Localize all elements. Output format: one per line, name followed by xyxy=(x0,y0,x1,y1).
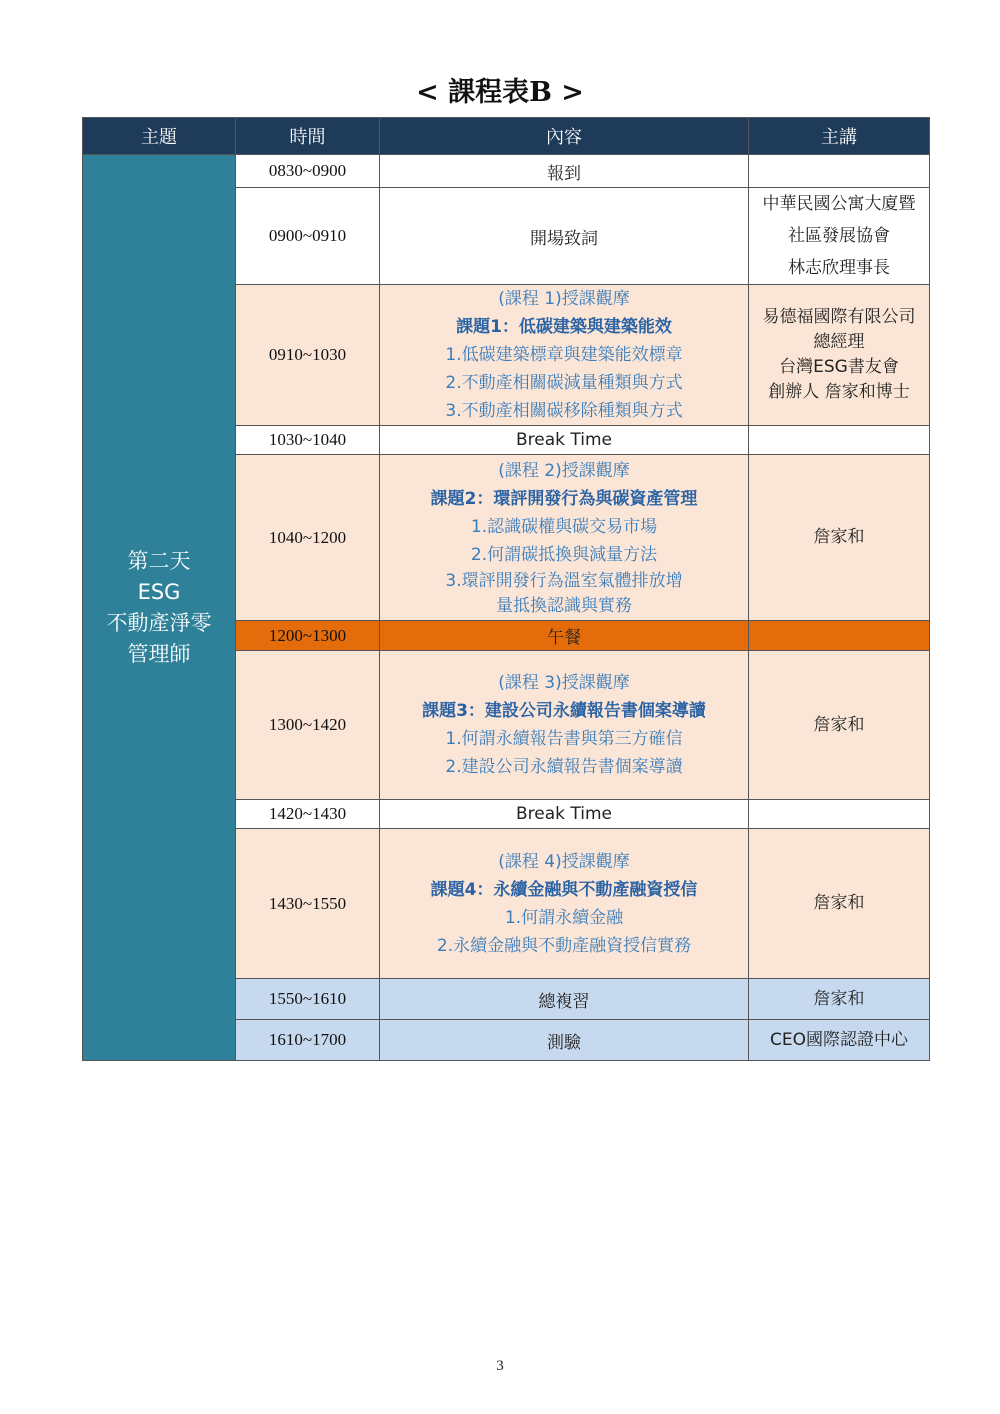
time-cell: 0910~1030 xyxy=(236,285,380,426)
course-item: 2.建設公司永續報告書個案導讀 xyxy=(445,757,683,777)
content-cell: 開場致詞 xyxy=(380,188,749,285)
course-item: 1.認識碳權與碳交易市場 xyxy=(470,516,658,537)
course-topic: 課題3：建設公司永續報告書個案導讀 xyxy=(422,701,706,721)
page-number: 3 xyxy=(496,1358,504,1374)
speaker-cell xyxy=(749,426,930,455)
time-cell: 1550~1610 xyxy=(236,979,380,1020)
speaker-cell: 詹家和 xyxy=(749,979,930,1020)
speaker-line: 社區發展協會 xyxy=(788,226,890,246)
speaker-cell: 詹家和 xyxy=(749,651,930,800)
course-topic: 課題4：永續金融與不動產融資授信 xyxy=(430,879,698,900)
course-topic: 課題1：低碳建築與建築能效 xyxy=(456,317,672,337)
topic-line: ESG xyxy=(137,579,181,604)
course-item: 3.環評開發行為溫室氣體排放增 xyxy=(445,570,683,591)
speaker-line: 易德福國際有限公司 xyxy=(762,307,916,327)
header-speaker: 主講 xyxy=(749,118,930,155)
time-cell: 1040~1200 xyxy=(236,455,380,621)
course-label: (課程 3)授課觀摩 xyxy=(498,673,630,693)
speaker-cell: 詹家和 xyxy=(749,455,930,621)
topic-line: 不動產淨零 xyxy=(106,610,212,635)
course-item: 3.不動產相關碳移除種類與方式 xyxy=(445,401,683,421)
lunch-cell: 午餐 xyxy=(380,621,749,651)
break-cell: Break Time xyxy=(380,800,749,829)
time-cell: 1610~1700 xyxy=(236,1020,380,1061)
course-item: 2.何謂碳抵換與減量方法 xyxy=(470,544,658,565)
speaker-line: 林志欣理事長 xyxy=(788,258,890,278)
course-cell xyxy=(380,651,749,800)
course-item: 1.何謂永續報告書與第三方確信 xyxy=(445,729,683,749)
speaker-line: 總經理 xyxy=(813,332,865,352)
time-cell: 1420~1430 xyxy=(236,800,380,829)
course-item: 量抵換認識與實務 xyxy=(496,595,632,616)
time-cell: 1430~1550 xyxy=(236,829,380,979)
course-label: (課程 2)授課觀摩 xyxy=(498,460,630,481)
page-title: < 課程表B > xyxy=(416,77,584,108)
course-item: 1.何謂永續金融 xyxy=(504,907,624,928)
time-cell: 1030~1040 xyxy=(236,426,380,455)
header-topic: 主題 xyxy=(83,118,236,155)
schedule-table xyxy=(82,117,930,1061)
speaker-cell xyxy=(749,155,930,188)
topic-cell xyxy=(83,155,236,1061)
course-item: 2.不動產相關碳減量種類與方式 xyxy=(445,373,683,393)
speaker-cell xyxy=(749,285,930,426)
header-content: 內容 xyxy=(380,118,749,155)
speaker-cell xyxy=(749,621,930,651)
speaker-line: 中華民國公寓大廈暨 xyxy=(762,194,916,214)
speaker-cell: CEO國際認證中心 xyxy=(749,1020,930,1061)
topic-line: 第二天 xyxy=(127,548,191,573)
content-cell: 總複習 xyxy=(380,979,749,1020)
time-cell: 0900~0910 xyxy=(236,188,380,285)
content-cell: 測驗 xyxy=(380,1020,749,1061)
course-label: (課程 1)授課觀摩 xyxy=(498,289,630,309)
speaker-cell xyxy=(749,188,930,285)
course-item: 2.永續金融與不動產融資授信實務 xyxy=(436,935,692,956)
table-row xyxy=(83,155,930,188)
speaker-line: 台灣ESG書友會 xyxy=(779,357,899,377)
time-cell: 1300~1420 xyxy=(236,651,380,800)
course-item: 1.低碳建築標章與建築能效標章 xyxy=(445,345,683,365)
course-label: (課程 4)授課觀摩 xyxy=(498,851,630,872)
header-time: 時間 xyxy=(236,118,380,155)
time-cell: 1200~1300 xyxy=(236,621,380,651)
speaker-cell xyxy=(749,800,930,829)
speaker-cell: 詹家和 xyxy=(749,829,930,979)
course-cell xyxy=(380,285,749,426)
break-cell: Break Time xyxy=(380,426,749,455)
time-cell: 0830~0900 xyxy=(236,155,380,188)
header-row xyxy=(83,118,930,155)
course-cell xyxy=(380,455,749,621)
course-cell xyxy=(380,829,749,979)
content-cell: 報到 xyxy=(380,155,749,188)
course-topic: 課題2：環評開發行為與碳資產管理 xyxy=(430,488,698,509)
speaker-line: 創辦人 詹家和博士 xyxy=(768,382,910,402)
topic-line: 管理師 xyxy=(127,641,191,666)
